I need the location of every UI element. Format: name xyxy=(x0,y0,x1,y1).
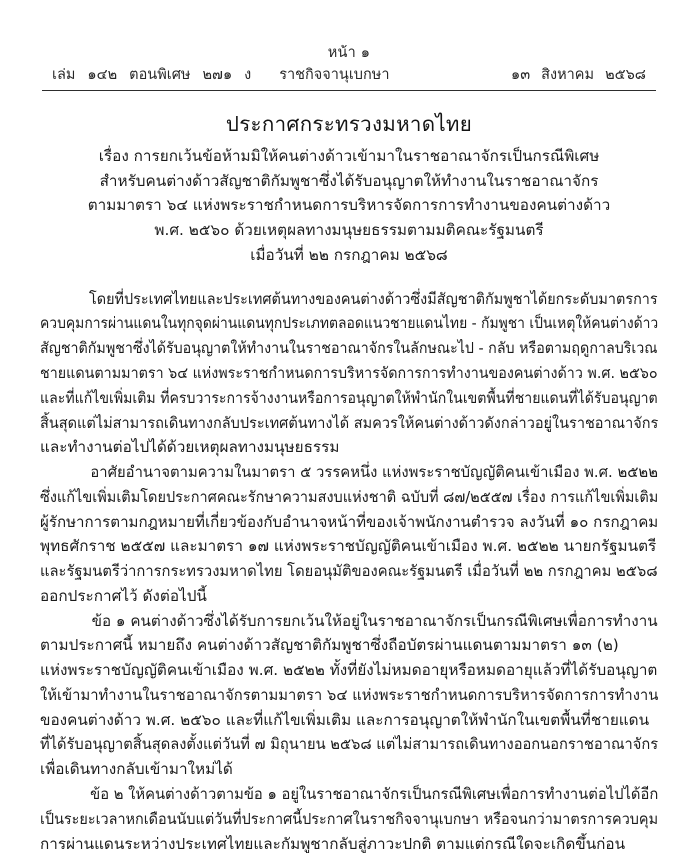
header-volume-group xyxy=(52,66,251,86)
gazette-running-header xyxy=(40,0,658,91)
paragraph-line: ข้อ ๒ ให้คนต่างด้าวตามข้อ ๑ อยู่ในราชอาณาจักรเป็นกรณีพิเศษเพื่อการทำงานต่อไปได้อีก xyxy=(90,785,659,804)
subject-line: เมื่อวันที่ ๒๒ กรกฎาคม ๒๕๖๘ xyxy=(250,245,448,264)
section-number: ๒๗๑ xyxy=(202,66,233,83)
paragraph-line: ควบคุมการผ่านแดนในทุกจุดผ่านแดนทุกประเภทตลอดแนวชายแดนไทย - กัมพูชา เป็นเหตุให้คนต่างด้าว xyxy=(40,314,659,333)
date-year: ๒๕๖๘ xyxy=(605,66,646,83)
paragraph-line: ชายแดนตามมาตรา ๖๔ แห่งพระราชกำหนดการบริหารจัดการการทำงานของคนต่างด้าว พ.ศ. ๒๕๖๐ xyxy=(40,364,658,382)
paragraph-line: เพื่อเดินทางกลับเข้ามาใหม่ได้ xyxy=(40,760,233,779)
paragraph-line: อาศัยอำนาจตามความในมาตรา ๕ วรรคหนึ่ง แห่งพระราชบัญญัติคนเข้าเมือง พ.ศ. ๒๕๒๒ xyxy=(90,463,658,482)
header-divider xyxy=(42,90,656,91)
title-block xyxy=(40,109,658,268)
paragraph-line: ตามประกาศนี้ หมายถึง คนต่างด้าวสัญชาติกัมพูชาซึ่งถือบัตรผ่านแดนตามมาตรา ๑๓ (๒) xyxy=(40,636,619,655)
paragraph-line: ให้เข้ามาทำงานในราชอาณาจักรตามมาตรา ๖๔ แห่งพระราชกำหนดการบริหารจัดการการทำงาน xyxy=(40,685,659,704)
date-day: ๑๓ xyxy=(511,66,531,83)
subject-line: สำหรับคนต่างด้าวสัญชาติกัมพูชาซึ่งได้รับอนุญาตให้ทำงานในราชอาณาจักร xyxy=(99,171,599,190)
paragraph-line: เป็นระยะเวลาหกเดือนนับแต่วันที่ประกาศนี้ประกาศในราชกิจจานุเบกษา หรือจนกว่ามาตรการควบคุม xyxy=(40,809,659,828)
clause-1-paragraph xyxy=(40,609,658,782)
paragraph-line: แห่งพระราชบัญญัติคนเข้าเมือง พ.ศ. ๒๕๒๒ ทั้งที่ยังไม่หมดอายุหรือหมดอายุแล้วที่ได้รับอนุญาต xyxy=(40,661,658,680)
paragraph-line: พุทธศักราช ๒๕๕๗ และมาตรา ๑๗ แห่งพระราชบัญญัติคนเข้าเมือง พ.ศ. ๒๕๒๒ นายกรัฐมนตรี xyxy=(40,537,657,556)
volume-number: ๑๔๒ xyxy=(87,66,118,83)
subject-line: เรื่อง การยกเว้นข้อห้ามมิให้คนต่างด้าวเข้ามาในราชอาณาจักรเป็นกรณีพิเศษ xyxy=(98,146,600,165)
section-letter: ง xyxy=(244,66,252,83)
subject-line: พ.ศ. ๒๕๖๐ ด้วยเหตุผลทางมนุษยธรรมตามมติคณะรัฐมนตรี xyxy=(154,221,544,240)
header-date-group xyxy=(511,66,646,86)
section-label: ตอนพิเศษ xyxy=(129,66,191,83)
subject-line: ตามมาตรา ๖๔ แห่งพระราชกำหนดการบริหารจัดการการทำงานของคนต่างด้าว xyxy=(87,196,611,215)
date-month: สิงหาคม xyxy=(541,66,595,83)
gazette-name: ราชกิจจานุเบกษา xyxy=(279,66,390,83)
paragraph-line: สัญชาติกัมพูชาซึ่งได้รับอนุญาตให้ทำงานในราชอาณาจักรในลักษณะไป - กลับ หรือตามฤดูกาลบริเวณ xyxy=(40,339,658,358)
preamble-paragraph xyxy=(40,287,658,460)
document-body xyxy=(40,287,658,856)
authority-paragraph xyxy=(40,460,658,609)
paragraph-line: การผ่านแดนระหว่างประเทศไทยและกัมพูชากลับสู่ภาวะปกติ ตามแต่กรณีใดจะเกิดขึ้นก่อน xyxy=(40,834,626,853)
volume-label: เล่ม xyxy=(52,66,76,83)
paragraph-line: ที่ได้รับอนุญาตสิ้นสุดลงตั้งแต่วันที่ ๗ มิถุนายน ๒๕๖๘ แต่ไม่สามารถเดินทางออกนอกราชอาณาจักร xyxy=(40,735,659,754)
paragraph-line: สิ้นสุดแต่ไม่สามารถเดินทางกลับประเทศต้นทางได้ สมควรให้คนต่างด้าวดังกล่าวอยู่ในราชอาณาจักร xyxy=(40,413,659,432)
paragraph-line: ผู้รักษาการตามกฎหมายที่เกี่ยวข้องกับอำนาจหน้าที่ของเจ้าพนักงานตำรวจ ลงวันที่ ๑๐ กรกฎาคม xyxy=(40,512,659,531)
paragraph-line: และที่แก้ไขเพิ่มเติม ที่ครบวาระการจ้างงานหรือการอนุญาตให้พำนักในเขตพื้นที่ชายแดนที่ได้รับอนุญาต xyxy=(40,388,658,407)
header-row xyxy=(40,66,658,91)
paragraph-line: และรัฐมนตรีว่าการกระทรวงมหาดไทย โดยอนุมัติของคณะรัฐมนตรี เมื่อวันที่ ๒๒ กรกฎาคม ๒๕๖๘ xyxy=(40,562,658,581)
paragraph-line: ข้อ ๑ คนต่างด้าวซึ่งได้รับการยกเว้นให้อยู่ในราชอาณาจักรเป็นกรณีพิเศษเพื่อการทำงาน xyxy=(91,611,658,630)
paragraph-line: ซึ่งแก้ไขเพิ่มเติมโดยประกาศคณะรักษาความสงบแห่งชาติ ฉบับที่ ๘๗/๒๕๕๗ เรื่อง การแก้ไขเพิ่มเติม xyxy=(40,487,659,506)
page-title: ประกาศกระทรวงมหาดไทย xyxy=(225,112,473,137)
clause-2-paragraph xyxy=(40,782,658,856)
paragraph-line: ของคนต่างด้าว พ.ศ. ๒๕๖๐ และที่แก้ไขเพิ่มเติม และการอนุญาตให้พำนักในเขตพื้นที่ชายแดน xyxy=(40,710,650,729)
paragraph-line: โดยที่ประเทศไทยและประเทศต้นทางของคนต่างด้าวซึ่งมีสัญชาติกัมพูชาได้ยกระดับมาตรการ xyxy=(88,289,658,308)
page-number: หน้า ๑ xyxy=(327,45,371,61)
paragraph-line: และทำงานต่อไปได้ด้วยเหตุผลทางมนุษยธรรม xyxy=(40,438,340,457)
paragraph-line: ออกประกาศไว้ ดังต่อไปนี้ xyxy=(40,586,207,605)
